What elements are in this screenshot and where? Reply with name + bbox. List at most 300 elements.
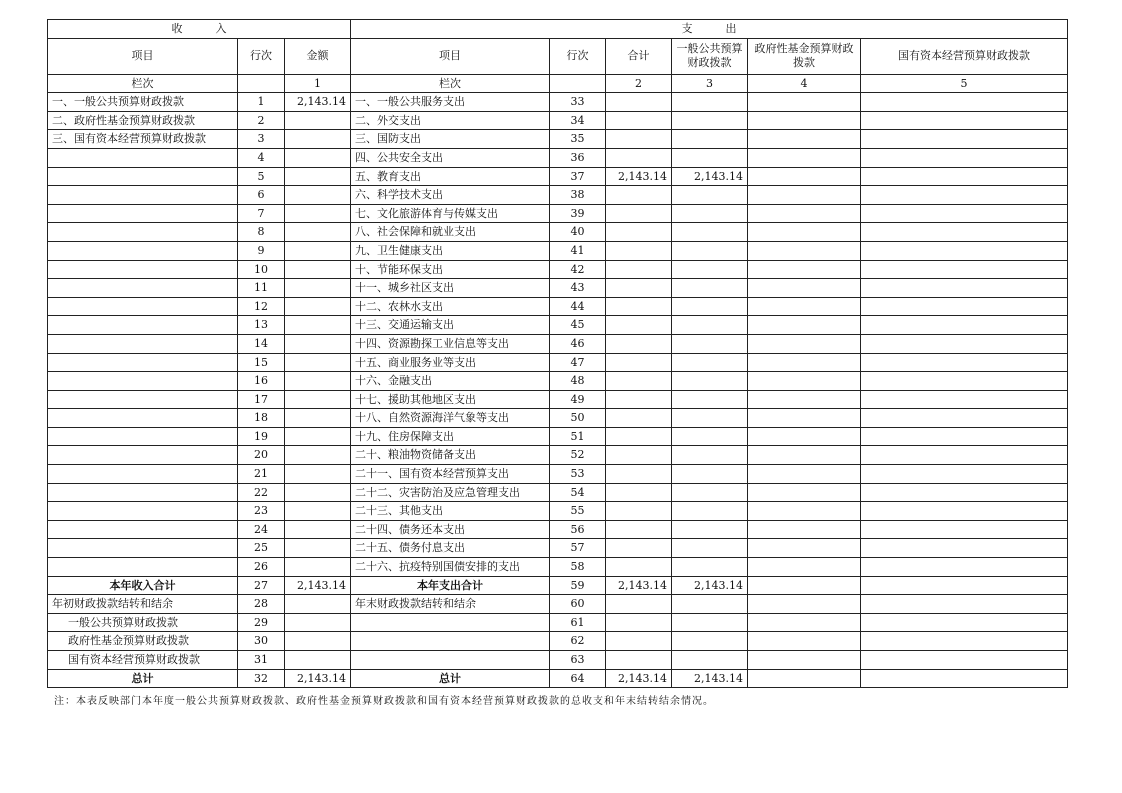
expense-item: 二十五、债务付息支出 xyxy=(351,539,550,558)
col-line-header: 行次 xyxy=(238,38,285,74)
income-item xyxy=(48,316,238,335)
grand-total-ex-label: 总计 xyxy=(351,669,550,688)
income-amount xyxy=(285,204,351,223)
table-row xyxy=(48,446,1068,465)
expense-total xyxy=(606,372,672,391)
expense-total xyxy=(606,558,672,577)
expense-item: 十五、商业服务业等支出 xyxy=(351,353,550,372)
income-item xyxy=(48,558,238,577)
income-amount xyxy=(285,539,351,558)
income-item xyxy=(48,353,238,372)
table-row xyxy=(48,111,1068,130)
table-row xyxy=(48,93,1068,112)
income-line: 8 xyxy=(238,223,285,242)
expense-total xyxy=(606,427,672,446)
balance-general-row xyxy=(48,613,1068,632)
empty-cell xyxy=(351,651,550,670)
expense-line: 56 xyxy=(550,520,606,539)
income-line: 25 xyxy=(238,539,285,558)
expense-line: 49 xyxy=(550,390,606,409)
empty-cell xyxy=(748,148,861,167)
income-amount xyxy=(285,148,351,167)
income-amount xyxy=(285,465,351,484)
end-line-63: 63 xyxy=(550,651,606,670)
expense-general xyxy=(672,353,748,372)
empty-cell xyxy=(351,613,550,632)
balance-row xyxy=(48,595,1068,614)
income-amount xyxy=(285,483,351,502)
index-2: 2 xyxy=(606,74,672,93)
income-amount xyxy=(285,446,351,465)
empty-cell xyxy=(861,167,1068,186)
empty-cell xyxy=(748,111,861,130)
expense-general xyxy=(672,204,748,223)
income-section-header: 收 入 xyxy=(48,20,351,39)
year-expense-line: 59 xyxy=(550,576,606,595)
balance-state-capital-row xyxy=(48,651,1068,670)
table-row xyxy=(48,558,1068,577)
balance-gov-fund-row xyxy=(48,632,1068,651)
empty-cell xyxy=(606,613,672,632)
empty-cell xyxy=(748,241,861,260)
income-line: 20 xyxy=(238,446,285,465)
expense-item: 二十、粮油物资储备支出 xyxy=(351,446,550,465)
income-amount xyxy=(285,316,351,335)
table-row xyxy=(48,502,1068,521)
empty-cell xyxy=(672,632,748,651)
income-amount: 2,143.14 xyxy=(285,93,351,112)
empty-cell xyxy=(748,409,861,428)
table-row xyxy=(48,353,1068,372)
table-row xyxy=(48,204,1068,223)
expense-item: 二十四、债务还本支出 xyxy=(351,520,550,539)
empty-cell xyxy=(748,576,861,595)
empty-cell xyxy=(748,390,861,409)
expense-line: 54 xyxy=(550,483,606,502)
income-item xyxy=(48,167,238,186)
expense-general xyxy=(672,483,748,502)
income-line: 3 xyxy=(238,130,285,149)
expense-general xyxy=(672,465,748,484)
expense-general xyxy=(672,502,748,521)
income-item xyxy=(48,390,238,409)
expense-item: 二十三、其他支出 xyxy=(351,502,550,521)
expense-line: 47 xyxy=(550,353,606,372)
income-line: 6 xyxy=(238,186,285,205)
income-line: 2 xyxy=(238,111,285,130)
expense-general xyxy=(672,223,748,242)
empty-cell xyxy=(748,223,861,242)
empty-cell xyxy=(748,446,861,465)
table-row xyxy=(48,409,1068,428)
empty-cell xyxy=(861,651,1068,670)
expense-line: 41 xyxy=(550,241,606,260)
empty-cell xyxy=(748,93,861,112)
empty-cell xyxy=(285,651,351,670)
empty-cell xyxy=(861,427,1068,446)
income-amount xyxy=(285,111,351,130)
end-balance-label: 年末财政拨款结转和结余 xyxy=(351,595,550,614)
empty-cell xyxy=(606,651,672,670)
expense-general xyxy=(672,372,748,391)
income-item xyxy=(48,204,238,223)
expense-item: 十八、自然资源海洋气象等支出 xyxy=(351,409,550,428)
expense-general xyxy=(672,186,748,205)
expense-total xyxy=(606,204,672,223)
expense-total xyxy=(606,279,672,298)
table-row xyxy=(48,390,1068,409)
expense-line: 34 xyxy=(550,111,606,130)
empty-cell xyxy=(748,520,861,539)
expense-item: 十七、援助其他地区支出 xyxy=(351,390,550,409)
col-item-header: 项目 xyxy=(48,38,238,74)
expense-line: 40 xyxy=(550,223,606,242)
expense-item: 七、文化旅游体育与传媒支出 xyxy=(351,204,550,223)
expense-general: 2,143.14 xyxy=(672,167,748,186)
expense-line: 55 xyxy=(550,502,606,521)
year-expense-total-label: 本年支出合计 xyxy=(351,576,550,595)
grand-total-row xyxy=(48,669,1068,688)
data-rows xyxy=(48,93,1068,576)
expense-total xyxy=(606,409,672,428)
empty-cell xyxy=(606,595,672,614)
expense-item: 五、教育支出 xyxy=(351,167,550,186)
empty-cell xyxy=(748,483,861,502)
end-line-62: 62 xyxy=(550,632,606,651)
income-line: 15 xyxy=(238,353,285,372)
income-item xyxy=(48,502,238,521)
income-item xyxy=(48,409,238,428)
grand-ex-total-amount: 2,143.14 xyxy=(606,669,672,688)
empty-cell xyxy=(550,74,606,93)
index-4: 4 xyxy=(748,74,861,93)
income-amount xyxy=(285,186,351,205)
empty-cell xyxy=(861,241,1068,260)
empty-cell xyxy=(861,260,1068,279)
empty-cell xyxy=(861,465,1068,484)
income-item xyxy=(48,465,238,484)
income-amount xyxy=(285,279,351,298)
expense-item: 十九、住房保障支出 xyxy=(351,427,550,446)
expense-line: 39 xyxy=(550,204,606,223)
income-item xyxy=(48,297,238,316)
index-3: 3 xyxy=(672,74,748,93)
income-line: 21 xyxy=(238,465,285,484)
income-line: 23 xyxy=(238,502,285,521)
table-row xyxy=(48,130,1068,149)
empty-cell xyxy=(748,130,861,149)
income-amount xyxy=(285,223,351,242)
empty-cell xyxy=(606,632,672,651)
empty-cell xyxy=(748,186,861,205)
empty-cell xyxy=(861,409,1068,428)
empty-cell xyxy=(861,502,1068,521)
table-row xyxy=(48,372,1068,391)
expense-item: 六、科学技术支出 xyxy=(351,186,550,205)
begin-gov-fund-label: 政府性基金预算财政拨款 xyxy=(48,632,238,651)
expense-item: 二十一、国有资本经营预算支出 xyxy=(351,465,550,484)
income-amount xyxy=(285,502,351,521)
income-line: 18 xyxy=(238,409,285,428)
expense-line: 45 xyxy=(550,316,606,335)
table-row xyxy=(48,223,1068,242)
expense-total: 2,143.14 xyxy=(606,167,672,186)
income-amount xyxy=(285,558,351,577)
expense-item: 十四、资源勘探工业信息等支出 xyxy=(351,334,550,353)
income-line: 16 xyxy=(238,372,285,391)
income-line: 4 xyxy=(238,148,285,167)
table-row xyxy=(48,520,1068,539)
expense-line: 48 xyxy=(550,372,606,391)
expense-item: 十二、农林水支出 xyxy=(351,297,550,316)
grand-in-line: 32 xyxy=(238,669,285,688)
empty-cell xyxy=(861,148,1068,167)
expense-line: 51 xyxy=(550,427,606,446)
expense-total xyxy=(606,111,672,130)
empty-cell xyxy=(861,520,1068,539)
grand-ex-line: 64 xyxy=(550,669,606,688)
empty-cell xyxy=(748,260,861,279)
begin-state-capital-label: 国有资本经营预算财政拨款 xyxy=(48,651,238,670)
expense-item: 十三、交通运输支出 xyxy=(351,316,550,335)
empty-cell xyxy=(861,576,1068,595)
expense-general xyxy=(672,520,748,539)
empty-cell xyxy=(861,483,1068,502)
income-line: 7 xyxy=(238,204,285,223)
expense-general xyxy=(672,334,748,353)
col-item2-header: 项目 xyxy=(351,38,550,74)
column-index-row xyxy=(48,74,1068,93)
expense-total xyxy=(606,483,672,502)
expense-general xyxy=(672,539,748,558)
expense-item: 十、节能环保支出 xyxy=(351,260,550,279)
begin-gov-fund-line: 30 xyxy=(238,632,285,651)
year-total-row xyxy=(48,576,1068,595)
expense-total xyxy=(606,260,672,279)
income-item xyxy=(48,241,238,260)
income-item xyxy=(48,148,238,167)
year-income-line: 27 xyxy=(238,576,285,595)
expense-total xyxy=(606,520,672,539)
table-row xyxy=(48,241,1068,260)
table-row xyxy=(48,297,1068,316)
income-item xyxy=(48,260,238,279)
expense-total xyxy=(606,502,672,521)
expense-general xyxy=(672,558,748,577)
income-amount xyxy=(285,390,351,409)
expense-line: 46 xyxy=(550,334,606,353)
table-row xyxy=(48,279,1068,298)
empty-cell xyxy=(861,297,1068,316)
income-item xyxy=(48,446,238,465)
begin-state-capital-line: 31 xyxy=(238,651,285,670)
expense-item: 八、社会保障和就业支出 xyxy=(351,223,550,242)
begin-balance-label: 年初财政拨款结转和结余 xyxy=(48,595,238,614)
table-row xyxy=(48,260,1068,279)
expense-total xyxy=(606,353,672,372)
income-item: 三、国有资本经营预算财政拨款 xyxy=(48,130,238,149)
expense-general xyxy=(672,409,748,428)
income-line: 22 xyxy=(238,483,285,502)
empty-cell xyxy=(748,427,861,446)
table-row xyxy=(48,483,1068,502)
expense-line: 37 xyxy=(550,167,606,186)
grand-in-amount: 2,143.14 xyxy=(285,669,351,688)
expense-line: 42 xyxy=(550,260,606,279)
expense-general xyxy=(672,279,748,298)
empty-cell xyxy=(238,74,285,93)
empty-cell xyxy=(861,111,1068,130)
expense-general xyxy=(672,93,748,112)
empty-cell xyxy=(861,539,1068,558)
income-amount xyxy=(285,334,351,353)
expense-line: 50 xyxy=(550,409,606,428)
empty-cell xyxy=(861,223,1068,242)
empty-cell xyxy=(748,465,861,484)
expense-item: 二十六、抗疫特别国债安排的支出 xyxy=(351,558,550,577)
income-item xyxy=(48,279,238,298)
index-1: 1 xyxy=(285,74,351,93)
income-item: 一、一般公共预算财政拨款 xyxy=(48,93,238,112)
income-line: 10 xyxy=(238,260,285,279)
expense-total xyxy=(606,223,672,242)
expense-total xyxy=(606,316,672,335)
income-amount xyxy=(285,241,351,260)
expense-line: 58 xyxy=(550,558,606,577)
expense-item: 四、公共安全支出 xyxy=(351,148,550,167)
empty-cell xyxy=(861,595,1068,614)
empty-cell xyxy=(672,651,748,670)
income-line: 13 xyxy=(238,316,285,335)
expense-line: 36 xyxy=(550,148,606,167)
expense-total xyxy=(606,334,672,353)
income-item xyxy=(48,372,238,391)
expense-general xyxy=(672,130,748,149)
income-amount xyxy=(285,260,351,279)
income-line: 9 xyxy=(238,241,285,260)
empty-cell xyxy=(748,167,861,186)
expense-total xyxy=(606,148,672,167)
expense-general xyxy=(672,260,748,279)
empty-cell xyxy=(861,669,1068,688)
empty-cell xyxy=(748,613,861,632)
year-expense-total-amount: 2,143.14 xyxy=(606,576,672,595)
table-row xyxy=(48,148,1068,167)
empty-cell xyxy=(748,334,861,353)
empty-cell xyxy=(861,613,1068,632)
empty-cell xyxy=(748,297,861,316)
income-item xyxy=(48,334,238,353)
begin-general-label: 一般公共预算财政拨款 xyxy=(48,613,238,632)
col-amount-header: 金额 xyxy=(285,38,351,74)
empty-cell xyxy=(672,613,748,632)
empty-cell xyxy=(861,334,1068,353)
expense-line: 53 xyxy=(550,465,606,484)
expense-general xyxy=(672,148,748,167)
empty-cell xyxy=(748,279,861,298)
empty-cell xyxy=(285,613,351,632)
empty-cell xyxy=(861,372,1068,391)
income-amount xyxy=(285,409,351,428)
income-line: 12 xyxy=(238,297,285,316)
expense-general xyxy=(672,427,748,446)
empty-cell xyxy=(861,186,1068,205)
year-income-amount: 2,143.14 xyxy=(285,576,351,595)
empty-cell xyxy=(748,372,861,391)
income-item xyxy=(48,186,238,205)
expense-line: 35 xyxy=(550,130,606,149)
expense-item: 一、一般公共服务支出 xyxy=(351,93,550,112)
expense-general xyxy=(672,316,748,335)
col-line2-header: 行次 xyxy=(550,38,606,74)
col-gov-fund-header: 政府性基金预算财政拨款 xyxy=(748,38,861,74)
income-item xyxy=(48,520,238,539)
expense-total xyxy=(606,130,672,149)
table-row xyxy=(48,334,1068,353)
table-note: 注：本表反映部门本年度一般公共预算财政拨款、政府性基金预算财政拨款和国有资本经营预算财政拨款的总收支和年末结转结余情况。 xyxy=(54,696,714,707)
income-line: 26 xyxy=(238,558,285,577)
expense-general xyxy=(672,111,748,130)
expense-line: 43 xyxy=(550,279,606,298)
table-row xyxy=(48,539,1068,558)
empty-cell xyxy=(748,316,861,335)
empty-cell xyxy=(861,558,1068,577)
index-label-2: 栏次 xyxy=(351,74,550,93)
income-amount xyxy=(285,297,351,316)
income-line: 17 xyxy=(238,390,285,409)
col-general-header: 一般公共预算财政拨款 xyxy=(672,38,748,74)
expense-item: 九、卫生健康支出 xyxy=(351,241,550,260)
begin-general-line: 29 xyxy=(238,613,285,632)
empty-cell xyxy=(351,632,550,651)
income-item xyxy=(48,223,238,242)
expense-total xyxy=(606,186,672,205)
empty-cell xyxy=(285,632,351,651)
empty-cell xyxy=(861,279,1068,298)
expense-total xyxy=(606,297,672,316)
index-5: 5 xyxy=(861,74,1068,93)
empty-cell xyxy=(748,558,861,577)
index-label: 栏次 xyxy=(48,74,238,93)
year-expense-general-amount: 2,143.14 xyxy=(672,576,748,595)
end-balance-line: 60 xyxy=(550,595,606,614)
income-amount xyxy=(285,130,351,149)
empty-cell xyxy=(748,632,861,651)
end-line-61: 61 xyxy=(550,613,606,632)
empty-cell xyxy=(672,595,748,614)
income-item xyxy=(48,483,238,502)
expense-item: 二十二、灾害防治及应急管理支出 xyxy=(351,483,550,502)
expense-item: 三、国防支出 xyxy=(351,130,550,149)
expense-general xyxy=(672,390,748,409)
table-row xyxy=(48,427,1068,446)
begin-balance-line: 28 xyxy=(238,595,285,614)
table-row xyxy=(48,186,1068,205)
empty-cell xyxy=(861,390,1068,409)
income-amount xyxy=(285,520,351,539)
income-item xyxy=(48,427,238,446)
expense-line: 52 xyxy=(550,446,606,465)
expense-total xyxy=(606,390,672,409)
expense-item: 二、外交支出 xyxy=(351,111,550,130)
income-amount xyxy=(285,167,351,186)
expense-total xyxy=(606,446,672,465)
income-line: 1 xyxy=(238,93,285,112)
section-header-row xyxy=(48,20,1068,39)
empty-cell xyxy=(285,595,351,614)
budget-table xyxy=(47,19,1068,688)
empty-cell xyxy=(748,204,861,223)
